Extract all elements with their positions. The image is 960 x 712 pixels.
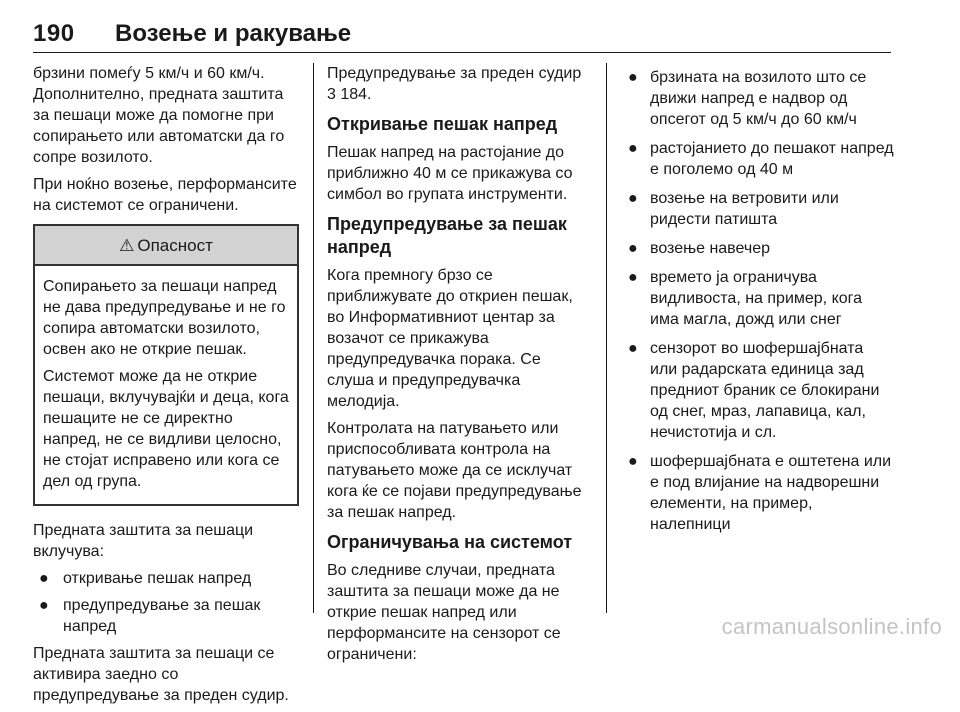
list-item: ● возење навечер (628, 240, 770, 257)
bullet-icon: ● (628, 453, 638, 470)
list-item: ● сензорот во шофершајбната или радарската единица зад предниот браник се блокирани од снег, мраз, лапавица, кал, нечистотија и сл. (628, 340, 880, 441)
paragraph: Кога премногу брзо се приближувате до откриен пешак, во Информативниот центар за возачот се прикажува предупредувачка порака. Се слуша и предупредувачка мелодија. (327, 267, 573, 410)
paragraph: брзини помеѓу 5 км/ч и 60 км/ч. Дополнително, предната заштита за пешаци може да помогне при сопирањето или автоматски да го сопре возилото. (33, 65, 285, 166)
list-item: ● предупредување за пешак напред (39, 597, 261, 635)
bullet-icon: ● (628, 240, 638, 257)
hazard-paragraph: Системот може да не открие пешаци, вклучувајќи и деца, кога пешаците не се директно напред, не се видливи целосно, не стојат исправено или кога се дел од група. (43, 368, 289, 490)
bullet-icon: ● (628, 140, 638, 157)
bullet-icon: ● (628, 69, 638, 86)
cross-reference-link[interactable]: 3 184. (327, 86, 372, 103)
hazard-title: Опасност (137, 235, 213, 255)
hazard-body (35, 266, 297, 504)
paragraph: Предната заштита за пешаци вклучува: (33, 522, 254, 560)
hazard-paragraph: Сопирањето за пешаци напред не дава предупредување и не го сопира автоматски возилото, освен ако не открие пешак. (43, 278, 286, 358)
list-item: ● брзината на возилото што се движи напред е надвор од опсегот од 5 км/ч до 60 км/ч (628, 69, 867, 128)
column-divider-2 (606, 63, 607, 613)
list-item: ● времето ја ограничува видливоста, на пример, кога има магла, дожд или снег (628, 269, 863, 328)
list-item: ● возење на ветровити или ридести патишта (628, 190, 839, 228)
section-heading: Ограничувања на системот (327, 532, 573, 552)
paragraph: Пешак напред на растојание до приближно 40 м се прикажува со симбол во групата инструменти. (327, 144, 573, 203)
column-divider-1 (313, 63, 314, 613)
column-left (33, 63, 299, 712)
limitations-list (622, 67, 894, 535)
paragraph: Контролата на патувањето или приспособливата контрола на патувањето може да се исклучат кога ќе се појави предупредување за пешак напред. (327, 420, 582, 521)
hazard-box (33, 224, 299, 506)
paragraph: Во следниве случаи, предната заштита за пешаци може да не открие пешак напред или перформансите на сензорот се ограничени: (327, 562, 561, 663)
bullet-icon: ● (628, 190, 638, 207)
feature-list (33, 568, 299, 637)
paragraph: Предната заштита за пешаци се активира заедно со предупредување за преден судир. (33, 645, 289, 704)
paragraph: Предупредување за преден судир 3 184. (327, 65, 582, 103)
list-item: ● шофершајбната е оштетена или е под влијание на надворешни елементи, на пример, налепници (628, 453, 892, 533)
header-rule (33, 52, 891, 53)
warning-triangle-icon: ⚠ (119, 235, 135, 255)
bullet-icon: ● (628, 340, 638, 357)
column-middle (327, 63, 591, 671)
hazard-header (35, 226, 297, 266)
page-header (33, 20, 891, 54)
bullet-icon: ● (39, 570, 49, 587)
paragraph: При ноќно возење, перформансите на системот се ограничени. (33, 176, 297, 214)
chapter-title: Возење и ракување (115, 20, 352, 47)
section-heading: Предупредување за пешак напред (327, 214, 567, 257)
bullet-icon: ● (628, 269, 638, 286)
column-right (622, 63, 894, 543)
page-number: 190 (33, 20, 75, 47)
list-item: ● растојанието до пешакот напред е поголемо од 40 м (628, 140, 894, 178)
bullet-icon: ● (39, 597, 49, 614)
list-item: ● откривање пешак напред (39, 570, 252, 587)
watermark: carmanualsonline.info (721, 614, 942, 639)
section-heading: Откривање пешак напред (327, 114, 558, 134)
